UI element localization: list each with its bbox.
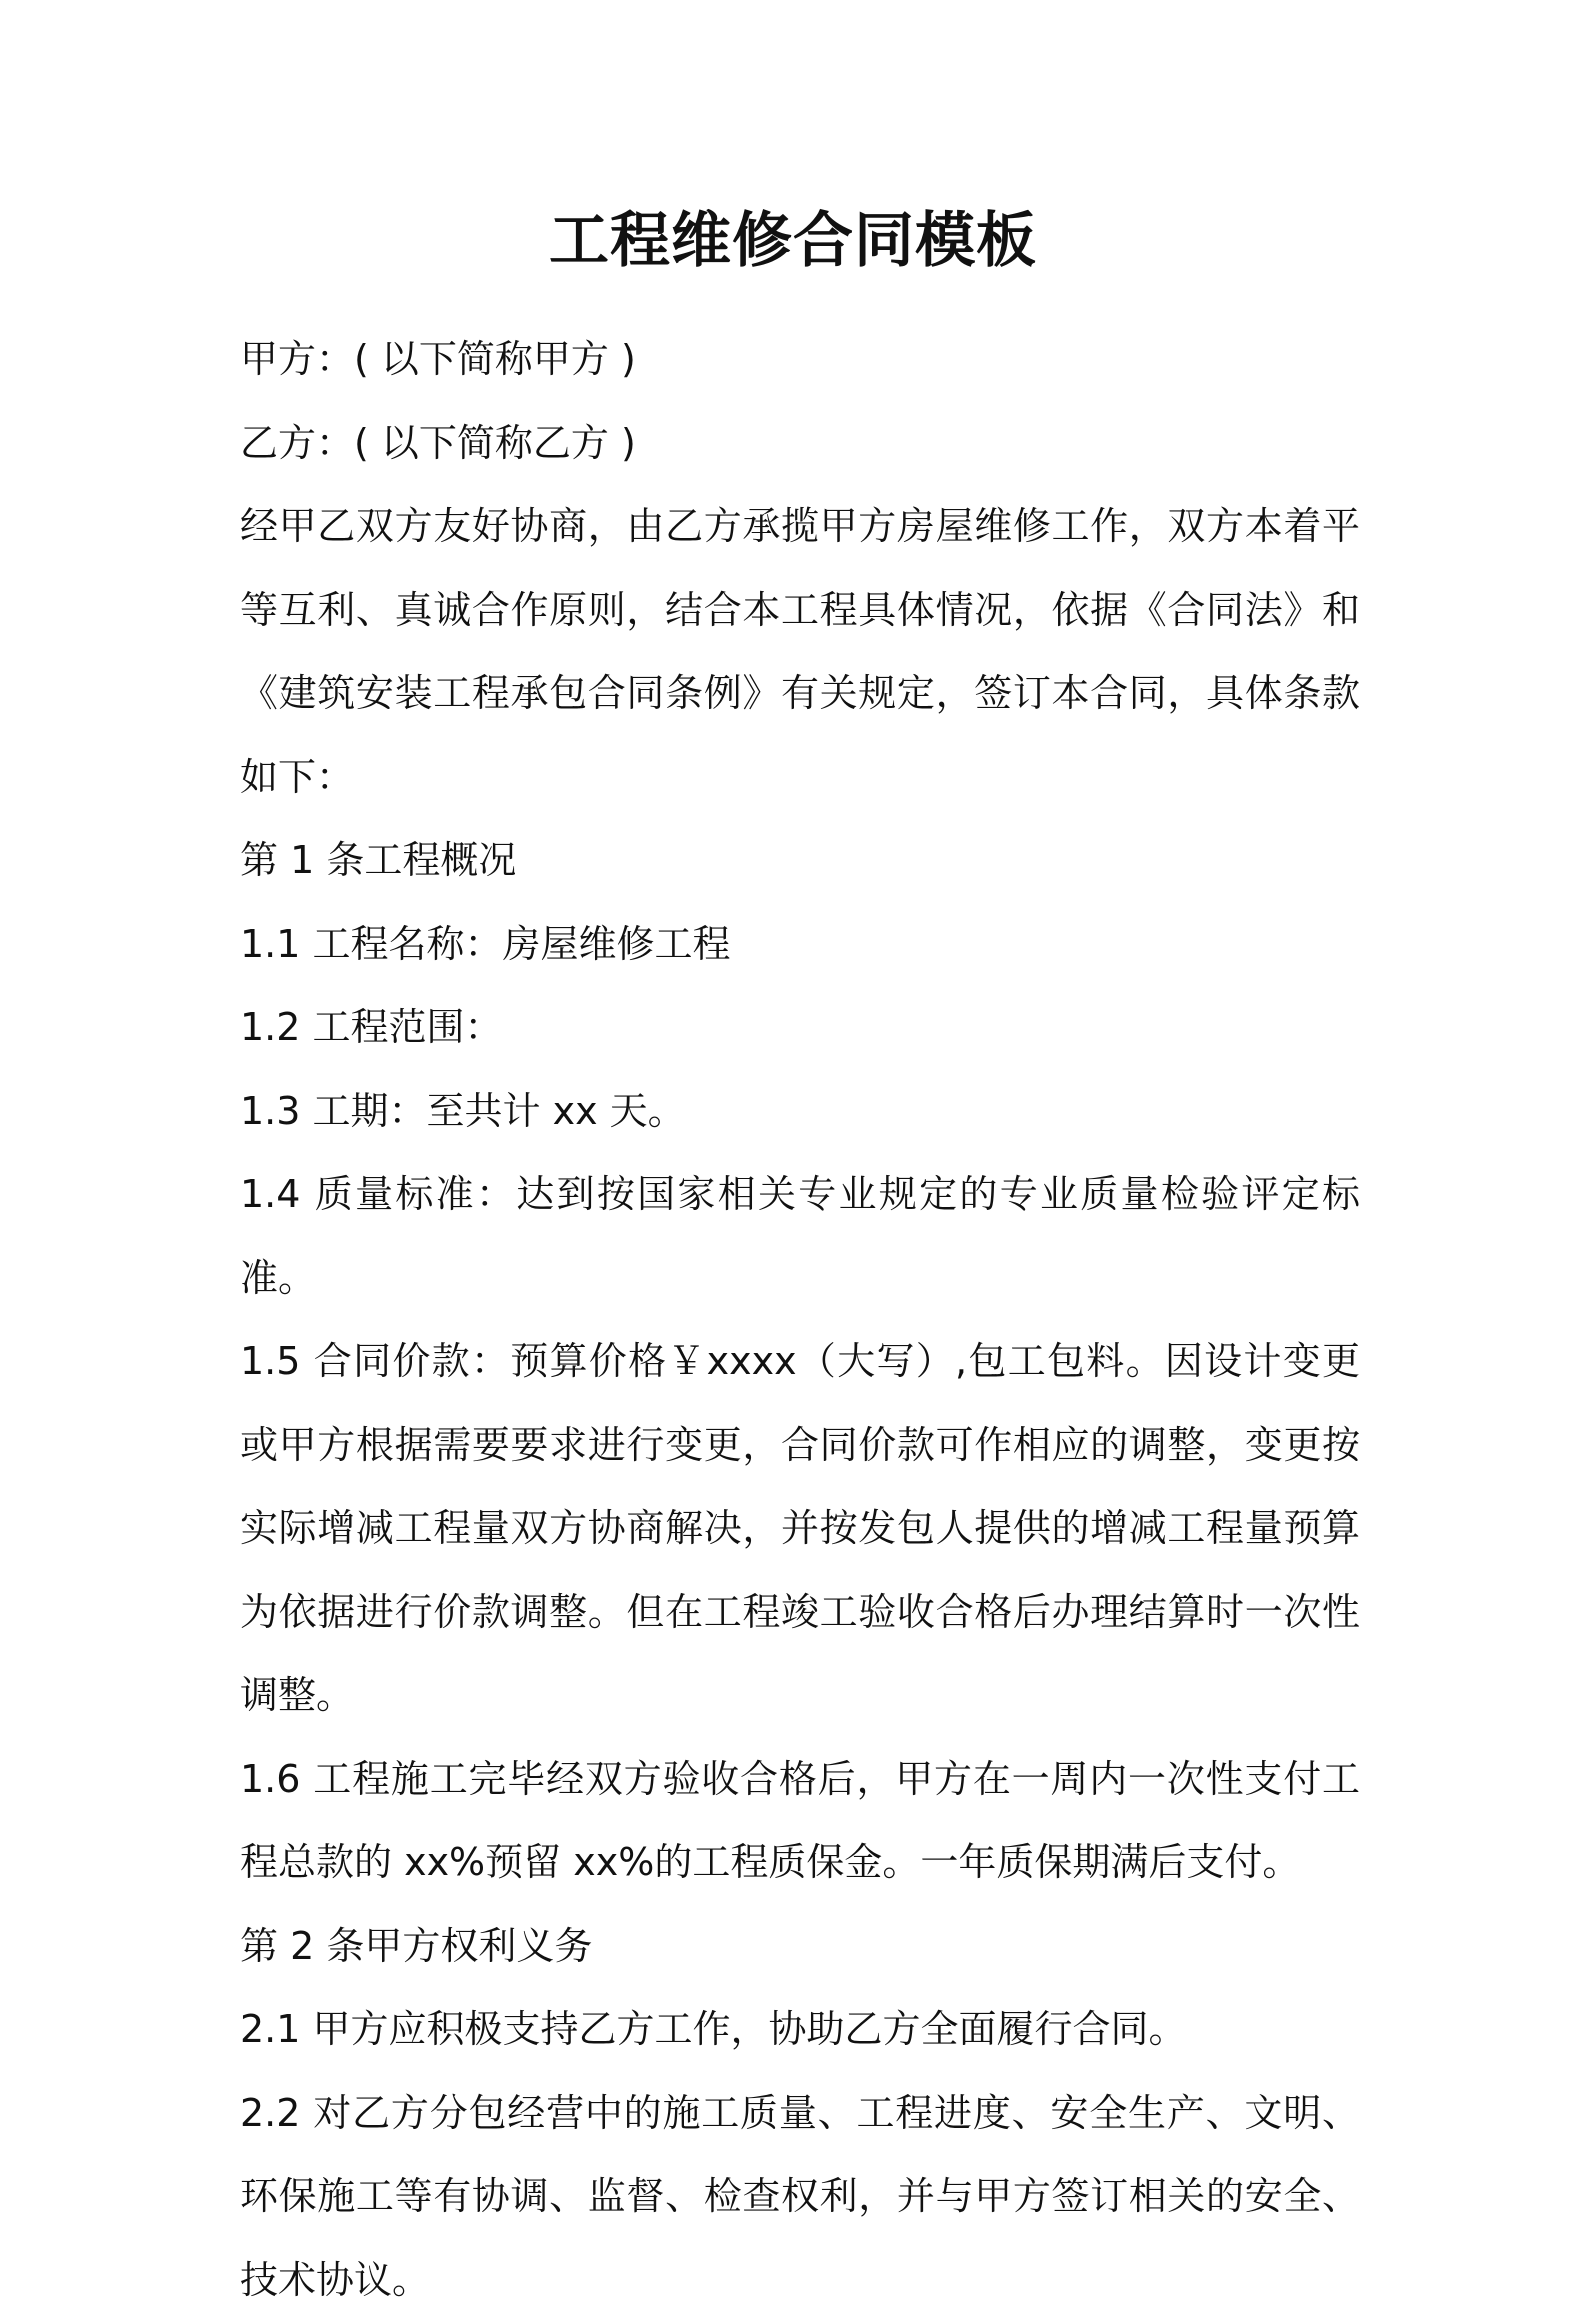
section-2-heading: 第 2 条甲方权利义务 (240, 1905, 1360, 1989)
clause-1-2: 1.2 工程范围： (240, 986, 1360, 1070)
clause-1-1: 1.1 工程名称：房屋维修工程 (240, 903, 1360, 987)
section-1-heading: 第 1 条工程概况 (240, 819, 1360, 903)
document-title: 工程维修合同模板 (0, 196, 1586, 286)
clause-2-2: 2.2 对乙方分包经营中的施工质量、工程进度、安全生产、文明、环保施工等有协调、监督、检查权利，并与甲方签订相关的安全、技术协议。 (240, 2072, 1360, 2322)
document-body (240, 318, 1360, 2322)
clause-1-4: 1.4 质量标准：达到按国家相关专业规定的专业质量检验评定标准。 (240, 1153, 1360, 1320)
clause-2-1: 2.1 甲方应积极支持乙方工作，协助乙方全面履行合同。 (240, 1988, 1360, 2072)
clause-1-6: 1.6 工程施工完毕经双方验收合格后，甲方在一周内一次性支付工程总款的 xx%预留 xx%的工程质保金。一年质保期满后支付。 (240, 1738, 1360, 1905)
party-b-line: 乙方：( 以下简称乙方 ) (240, 402, 1360, 486)
clause-1-5: 1.5 合同价款：预算价格￥xxxx（大写）,包工包料。因设计变更或甲方根据需要要求进行变更，合同价款可作相应的调整，变更按实际增减工程量双方协商解决，并按发包人提供的增减工程量预算为依据进行价款调整。但在工程竣工验收合格后办理结算时一次性调整。 (240, 1320, 1360, 1738)
clause-1-3: 1.3 工期：至共计 xx 天。 (240, 1070, 1360, 1154)
preamble-paragraph: 经甲乙双方友好协商，由乙方承揽甲方房屋维修工作，双方本着平等互利、真诚合作原则，结合本工程具体情况，依据《合同法》和《建筑安装工程承包合同条例》有关规定，签订本合同，具体条款如下： (240, 485, 1360, 819)
party-a-line: 甲方：( 以下简称甲方 ) (240, 318, 1360, 402)
